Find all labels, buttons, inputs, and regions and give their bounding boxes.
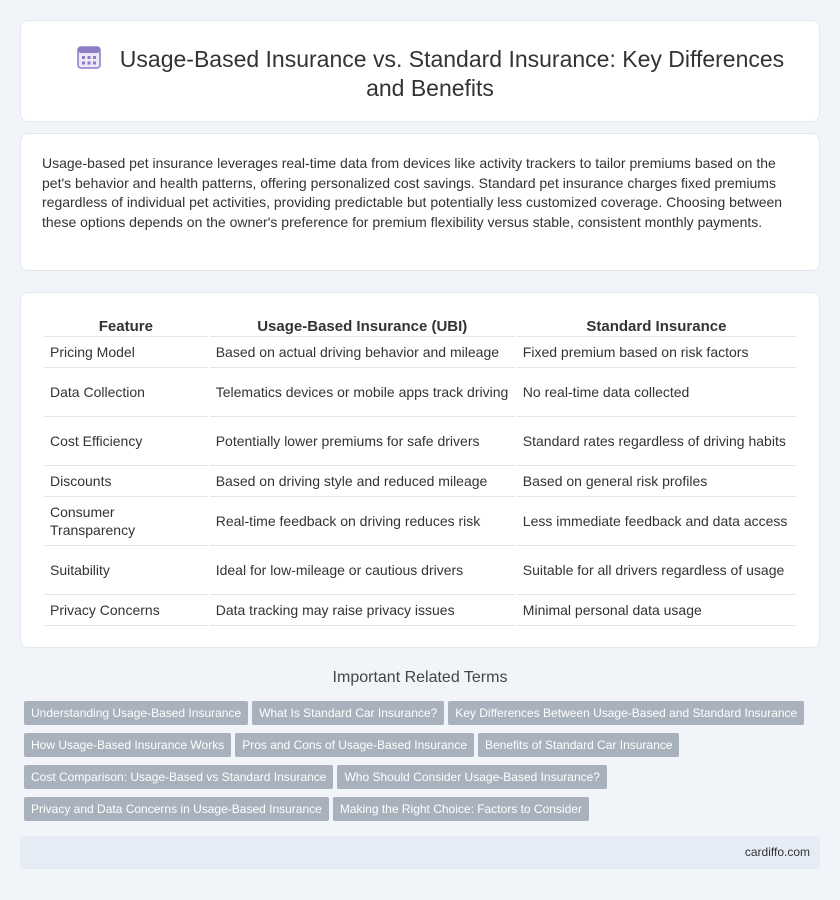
table-row <box>44 466 796 497</box>
table-cell: Real-time feedback on driving reduces risk <box>210 497 515 546</box>
header-standard: Standard Insurance <box>517 317 796 337</box>
table-row <box>44 368 796 417</box>
table-row <box>44 337 796 368</box>
table-cell: Pricing Model <box>44 337 208 368</box>
table-row <box>44 595 796 626</box>
comparison-table-card <box>20 292 820 648</box>
table-cell: Based on driving style and reduced mileage <box>210 466 515 497</box>
table-cell: Potentially lower premiums for safe drivers <box>210 417 515 466</box>
table-row <box>44 417 796 466</box>
related-term-tag[interactable]: How Usage-Based Insurance Works <box>24 733 231 757</box>
related-term-tag[interactable]: Making the Right Choice: Factors to Consider <box>333 797 589 821</box>
comparison-table <box>42 317 798 626</box>
table-cell: Discounts <box>44 466 208 497</box>
header-feature: Feature <box>44 317 208 337</box>
table-row <box>44 497 796 546</box>
footer-site-link[interactable]: cardiffo.com <box>744 845 810 859</box>
table-cell: Less immediate feedback and data access <box>517 497 796 546</box>
related-terms-title: Important Related Terms <box>332 669 508 686</box>
table-cell: Suitability <box>44 546 208 595</box>
table-cell: Standard rates regardless of driving habits <box>517 417 796 466</box>
related-term-tag[interactable]: Key Differences Between Usage-Based and Standard Insurance <box>448 701 804 725</box>
table-cell: Ideal for low-mileage or cautious drivers <box>210 546 515 595</box>
related-term-tag[interactable]: Who Should Consider Usage-Based Insurance? <box>337 765 606 789</box>
table-cell: Data Collection <box>44 368 208 417</box>
table-cell: Based on actual driving behavior and mileage <box>210 337 515 368</box>
table-cell: Privacy Concerns <box>44 595 208 626</box>
table-cell: Minimal personal data usage <box>517 595 796 626</box>
table-cell: Data tracking may raise privacy issues <box>210 595 515 626</box>
table-cell: No real-time data collected <box>517 368 796 417</box>
table-header-row <box>44 317 796 337</box>
table-cell: Cost Efficiency <box>44 417 208 466</box>
related-term-tag[interactable]: Understanding Usage-Based Insurance <box>24 701 248 725</box>
table-cell: Based on general risk profiles <box>517 466 796 497</box>
intro-paragraph: Usage-based pet insurance leverages real-time data from devices like activity trackers to tailor premiums based on the pet's behavior and health patterns, offering personalized cost savings. Standard pet insurance charges fixed premiums regardless of individual pet activities, providing predictable but potentially less customized coverage. Choosing between these options depends on the owner's preference for premium flexibility versus stable, consistent monthly payments. <box>42 155 783 230</box>
title-card <box>20 20 820 122</box>
table-row <box>44 546 796 595</box>
page-title: Usage-Based Insurance vs. Standard Insurance: Key Differences and Benefits <box>119 46 785 101</box>
related-terms-list <box>24 701 814 829</box>
related-term-tag[interactable]: Cost Comparison: Usage-Based vs Standard Insurance <box>24 765 333 789</box>
intro-card <box>20 133 820 271</box>
table-cell: Fixed premium based on risk factors <box>517 337 796 368</box>
related-term-tag[interactable]: Benefits of Standard Car Insurance <box>478 733 679 757</box>
header-ubi: Usage-Based Insurance (UBI) <box>210 317 515 337</box>
related-term-tag[interactable]: Privacy and Data Concerns in Usage-Based Insurance <box>24 797 329 821</box>
related-term-tag[interactable]: Pros and Cons of Usage-Based Insurance <box>235 733 474 757</box>
footer-bar <box>20 836 820 869</box>
calendar-grid-icon <box>76 44 102 70</box>
table-cell: Consumer Transparency <box>44 497 208 546</box>
related-term-tag[interactable]: What Is Standard Car Insurance? <box>252 701 444 725</box>
table-cell: Suitable for all drivers regardless of usage <box>517 546 796 595</box>
table-cell: Telematics devices or mobile apps track driving <box>210 368 515 417</box>
